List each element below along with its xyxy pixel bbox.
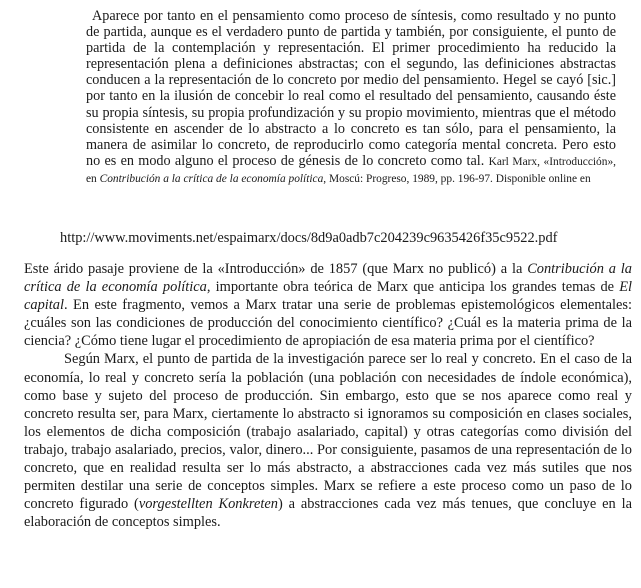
- paragraph-2: [24, 350, 632, 531]
- body-text: [24, 260, 632, 531]
- block-quote: [86, 8, 616, 187]
- citation-author: Karl Marx, «Introducción», en: [86, 155, 616, 185]
- quote-text: Aparece por tanto en el pensamiento como proceso de síntesis, como resultado y no punto de partida, aunque es el verdadero punto de partida y también, por consiguiente, el punto de partida de la contemplación y representación. El primer procedimiento ha reducido la representación plena a definiciones abstractas; con el segundo, las definiciones abstractas conducen a la representación de lo concreto por medio del pensamiento. Hegel se cayó [sic.] por tanto en la ilusión de concebir lo real como el resultado del pensamiento, causando éste su propia síntesis, su propia profundización y su propio movimiento, mientras que el método consistente en ascender de lo abstracto a lo concreto es tan sólo, para el pensamiento, la manera de asimilar lo concreto, de reproducirlo como categoría mental concreta. Pero esto no es en modo alguno el proceso de génesis de lo concreto como tal.: [86, 8, 616, 169]
- paragraph-1-text-b: , importante obra teórica de Marx que anticipa los grandes temas de: [206, 279, 620, 296]
- work-title-el-capital: El capital: [24, 279, 632, 314]
- paragraph-1-text-c: . En este fragmento, vemos a Marx tratar una serie de problemas epistemológicos elementales: ¿cuáles son las condiciones de producción del conocimiento científico? ¿Cuál es la materia prima de la ciencia? ¿Cómo tiene lugar el procedimiento de apropiación de esa materia prima por el científico?: [24, 297, 632, 350]
- paragraph-1: [24, 260, 632, 350]
- paragraph-2-text-b: ) a abstracciones cada vez más tenues, que concluye en la elaboración de conceptos simples.: [24, 496, 632, 531]
- citation-details: , Moscú: Progreso, 1989, pp. 196-97. Disponible online en: [323, 172, 591, 185]
- german-term: vorgestellten Konkreten: [138, 496, 278, 513]
- paragraph-2-text-a: Según Marx, el punto de partida de la investigación parece ser lo real y concreto. En el caso de la economía, lo real y concreto sería la población (una población con necesidades de índole económica), como base y sujeto del proceso de producción. Sin embargo, esto que se nos aparece como real y concreto resulta ser, para Marx, ciertamente lo abstracto si ignoramos su composición en clases sociales, los elementos de dicha composición (trabajo asalariado, capital) y otras categorías como división del trabajo, trabajo asalariado, precios, valor, dinero... Por consiguiente, pasamos de una representación de lo concreto, que en realidad resulta ser lo más abstracto, a abstracciones cada vez más sutiles que nos permiten destilar una serie de conceptos simples. Marx se refiere a este proceso como un paso de lo concreto figurado (: [24, 351, 632, 513]
- citation-work-title: Contribución a la crítica de la economía política: [99, 172, 324, 185]
- citation-url: http://www.moviments.net/espaimarx/docs/8d9a0adb7c204239c9635426f35c9522.pdf: [60, 230, 558, 246]
- paragraph-1-text-a: Este árido pasaje proviene de la «Introducción» de 1857 (que Marx no publicó) a la: [24, 261, 528, 277]
- work-title-contribucion: Contribución a la crítica de la economía política: [24, 261, 632, 296]
